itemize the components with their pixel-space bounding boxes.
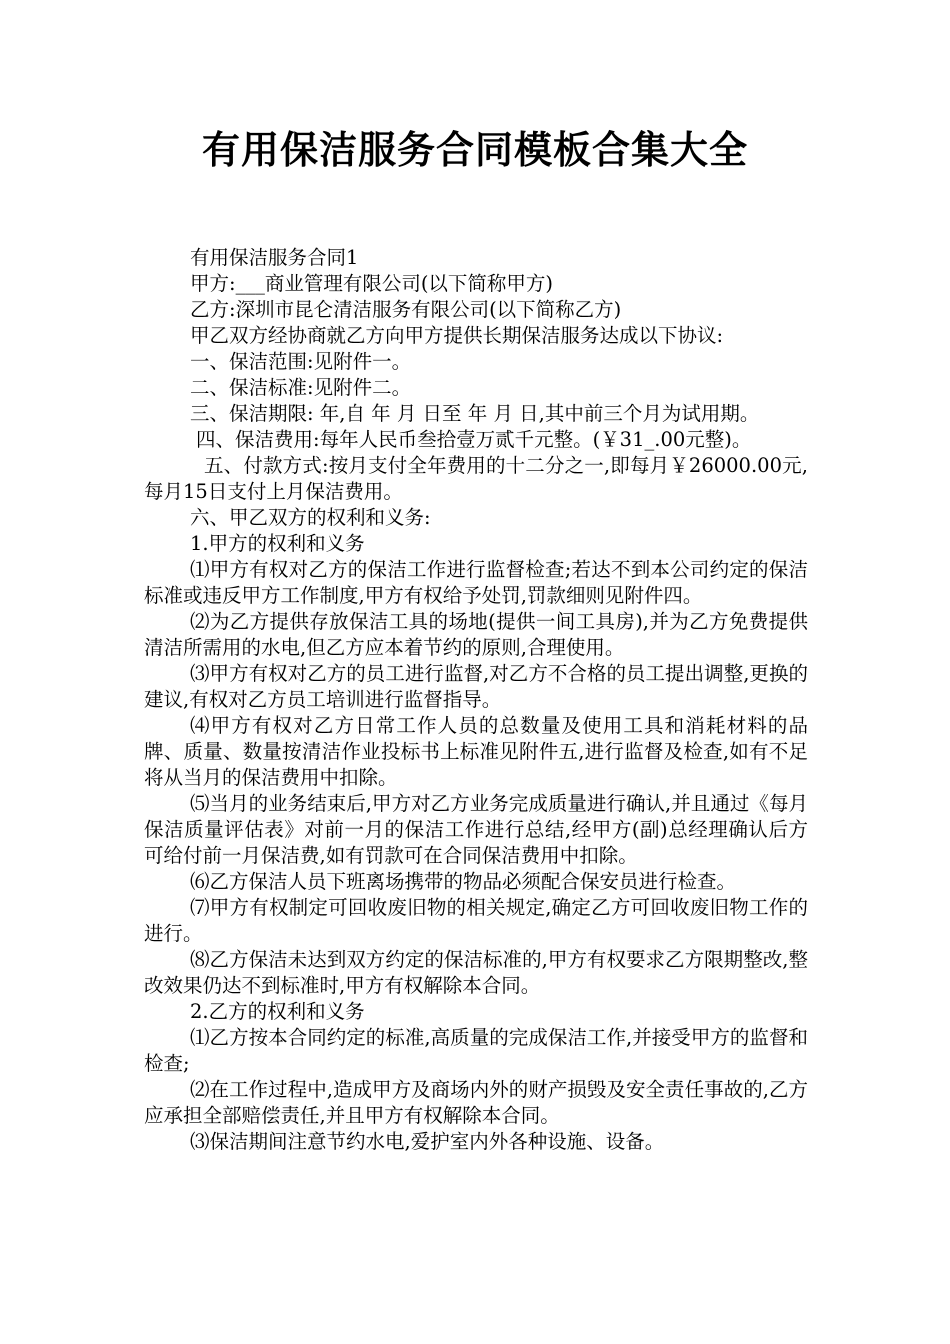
party-a-item: ⑵为乙方提供存放保洁工具的场地(提供一间工具房),并为乙方免费提供清洁所需用的水电,但乙方应本着节约的原则,合理使用。 (144, 610, 808, 659)
clause-term: 三、保洁期限: 年,自 年 月 日至 年 月 日,其中前三个月为试用期。 (190, 402, 760, 425)
party-b-item: ⑴乙方按本合同约定的标准,高质量的完成保洁工作,并接受甲方的监督和检查; (144, 1026, 808, 1075)
party-a-item: ⑺甲方有权制定可回收废旧物的相关规定,确定乙方可回收废旧物工作的进行。 (144, 896, 808, 945)
party-a-item: ⑴甲方有权对乙方的保洁工作进行监督检查;若达不到本公司约定的保洁标准或违反甲方工作制度,甲方有权给予处罚,罚款细则见附件四。 (144, 558, 808, 607)
clause-payment: 五、付款方式:按月支付全年费用的十二分之一,即每月￥26000.00元,每月15日支付上月保洁费用。 (144, 454, 808, 503)
party-a-item: ⑷甲方有权对乙方日常工作人员的总数量及使用工具和消耗材料的品牌、质量、数量按清洁作业投标书上标准见附件五,进行监督及检查,如有不足将从当月的保洁费用中扣除。 (144, 714, 808, 789)
party-a-item: ⑸当月的业务结束后,甲方对乙方业务完成质量进行确认,并且通过《每月保洁质量评估表》对前一月的保洁工作进行总结,经甲方(副)总经理确认后方可给付前一月保洁费,如有罚款可在合同保洁费用中扣除。 (144, 792, 808, 867)
party-b: 乙方:深圳市昆仑清洁服务有限公司(以下简称乙方) (190, 298, 622, 321)
clause-scope: 一、保洁范围:见附件一。 (190, 350, 412, 373)
clause-standard: 二、保洁标准:见附件二。 (190, 376, 412, 399)
party-b-rights-heading: 2.乙方的权利和义务 (190, 1000, 365, 1023)
document-title: 有用保洁服务合同模板合集大全 (201, 128, 748, 172)
party-a-item: ⑶甲方有权对乙方的员工进行监督,对乙方不合格的员工提出调整,更换的建议,有权对乙方员工培训进行监督指导。 (144, 662, 808, 711)
contract-heading: 有用保洁服务合同1 (190, 246, 359, 269)
party-b-item: ⑵在工作过程中,造成甲方及商场内外的财产损毁及安全责任事故的,乙方应承担全部赔偿责任,并且甲方有权解除本合同。 (144, 1078, 808, 1127)
clause-rights-obligations: 六、甲乙双方的权利和义务: (190, 506, 431, 529)
clause-fee: 四、保洁费用:每年人民币叁拾壹万贰千元整。(￥31_.00元整)。 (196, 428, 752, 451)
agreement-intro: 甲乙双方经协商就乙方向甲方提供长期保洁服务达成以下协议: (190, 324, 724, 347)
document-body (144, 245, 808, 1155)
party-a-item: ⑻乙方保洁未达到双方约定的保洁标准的,甲方有权要求乙方限期整改,整改效果仍达不到标准时,甲方有权解除本合同。 (144, 948, 808, 997)
party-a-item: ⑹乙方保洁人员下班离场携带的物品必须配合保安员进行检查。 (190, 870, 737, 893)
party-a: 甲方:___商业管理有限公司(以下简称甲方) (190, 272, 554, 295)
party-b-item: ⑶保洁期间注意节约水电,爱护室内外各种设施、设备。 (190, 1130, 665, 1153)
party-a-rights-heading: 1.甲方的权利和义务 (190, 532, 365, 555)
